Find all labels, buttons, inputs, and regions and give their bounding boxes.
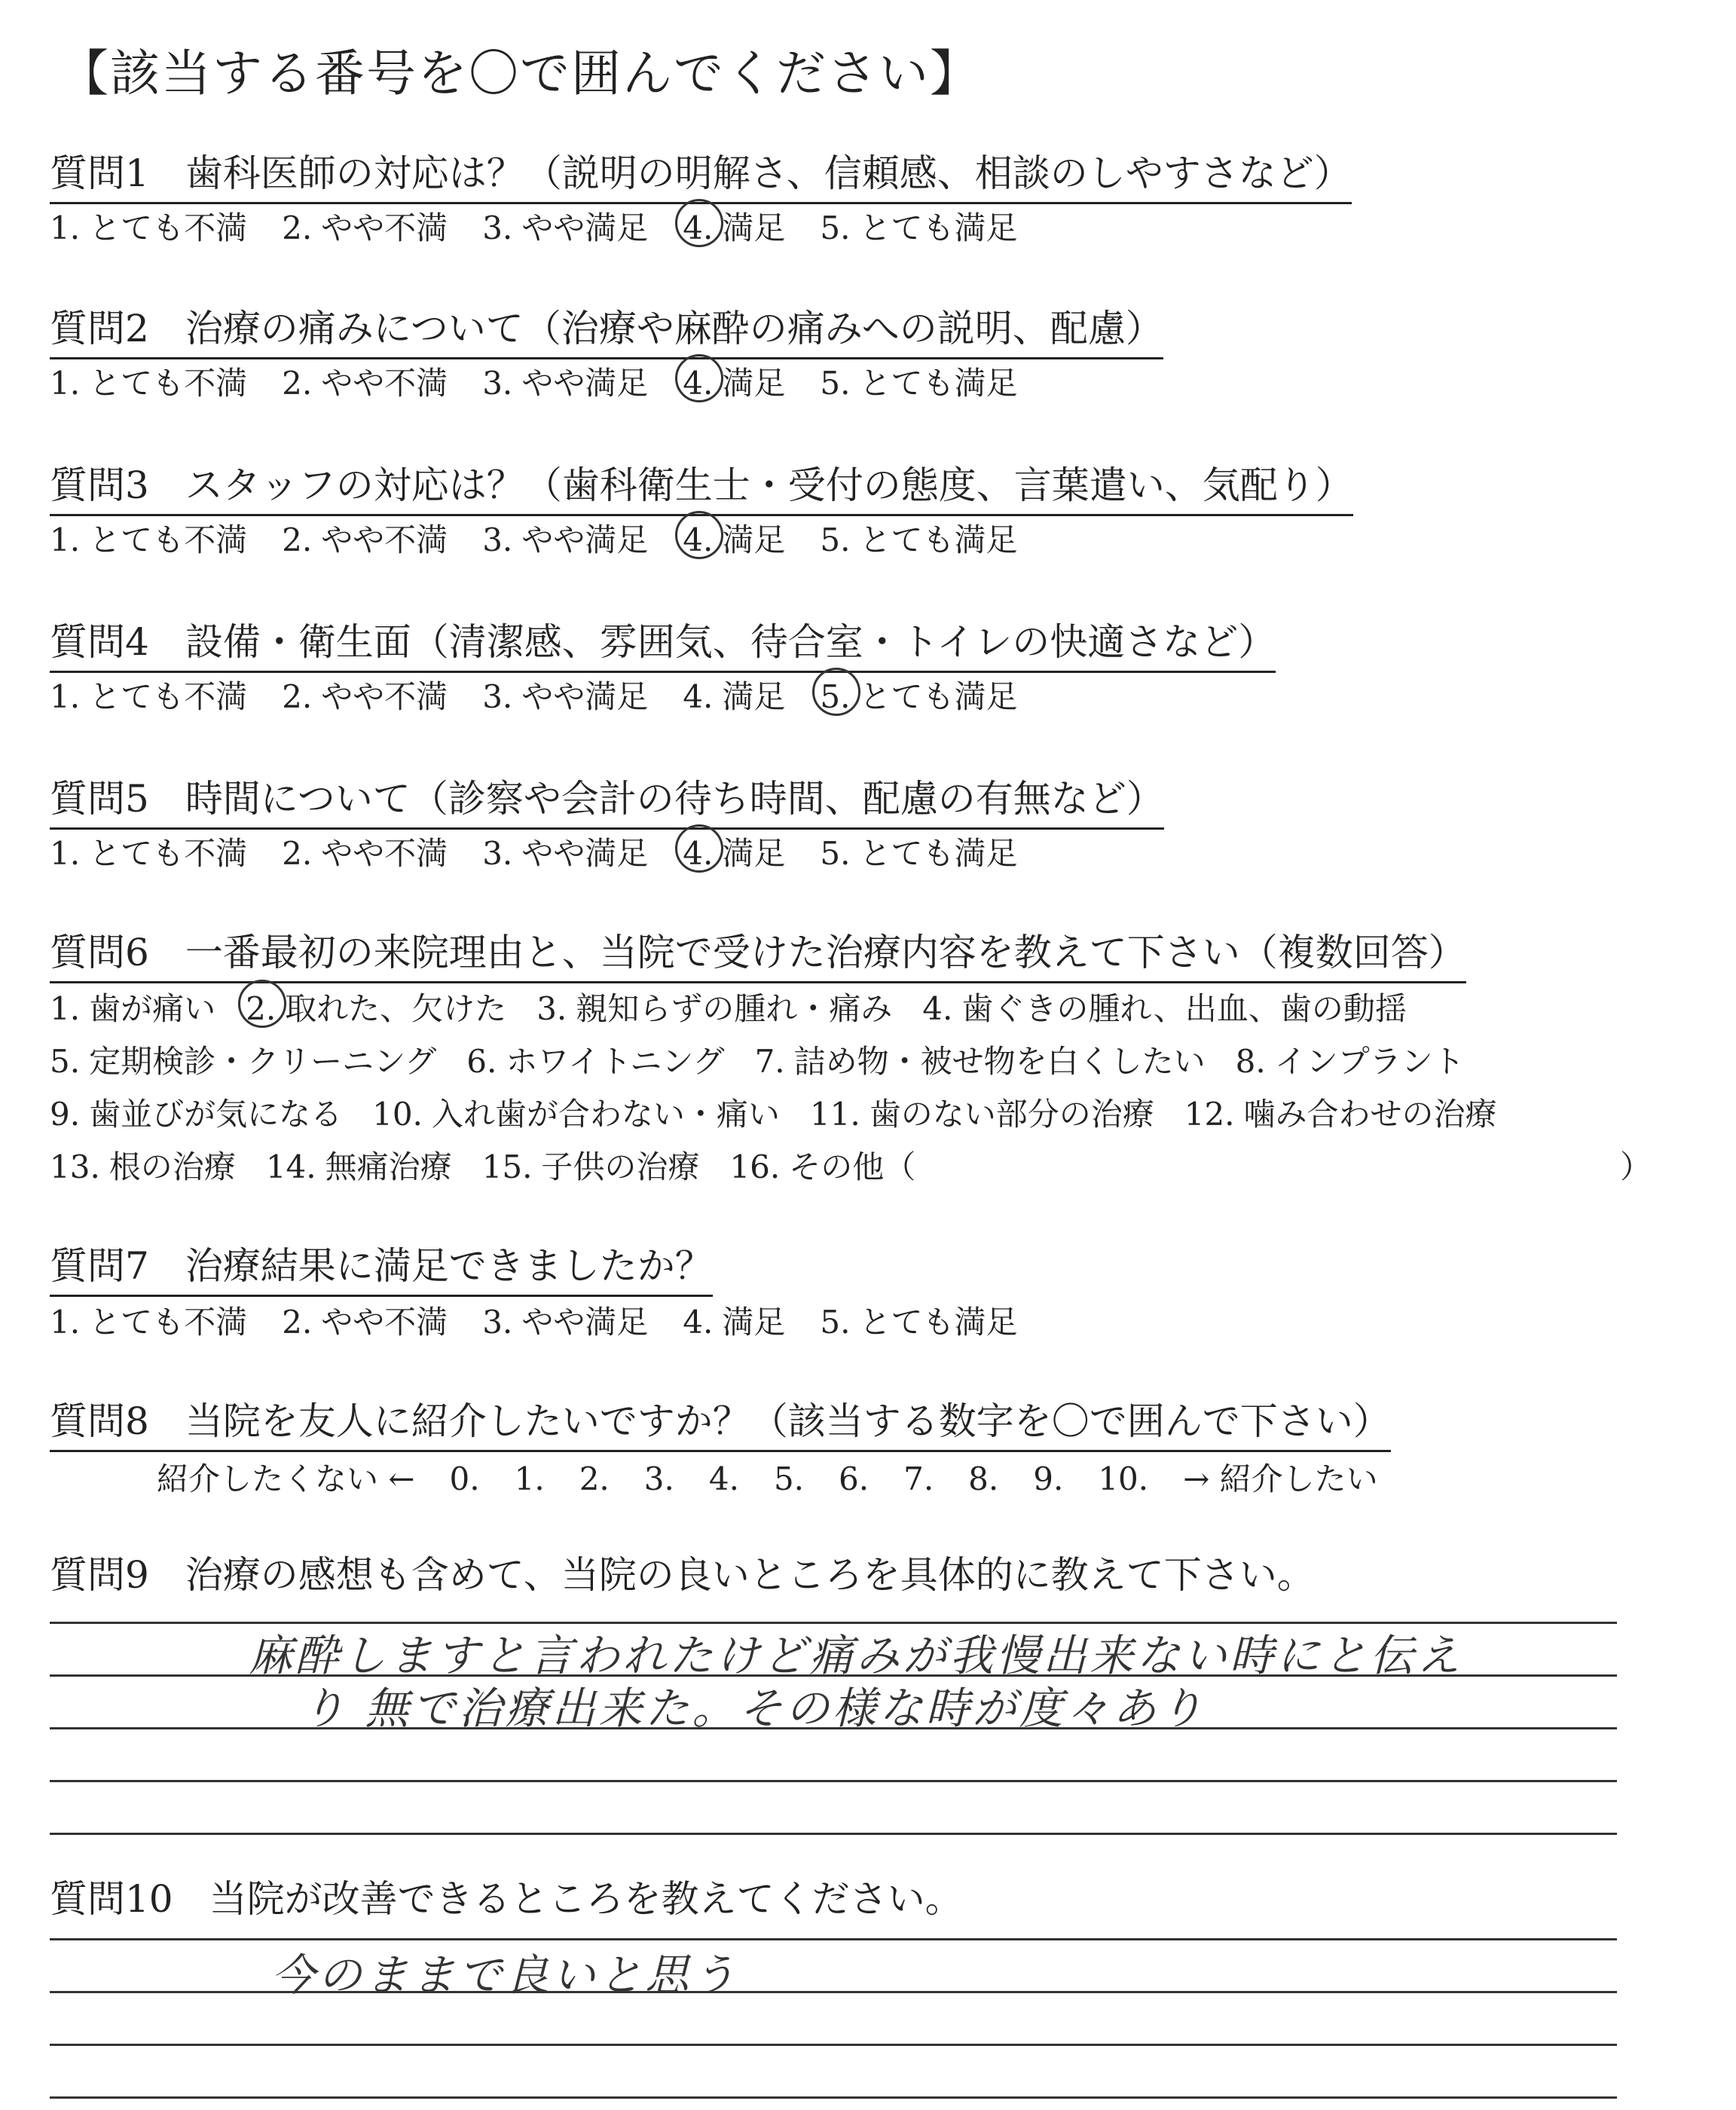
option[interactable] (50, 984, 215, 1029)
option-number: 3. (482, 365, 513, 402)
page-title: 【該当する番号を〇で囲んでください】 (59, 44, 981, 102)
option-label: やや不満 (321, 1304, 448, 1341)
scale-item[interactable]: 8. (968, 1460, 999, 1497)
option-label: 満足 (722, 835, 786, 872)
option[interactable] (466, 1037, 724, 1082)
option-label: 歯のない部分の治療 (869, 1096, 1154, 1133)
option[interactable] (820, 672, 1017, 717)
option[interactable] (820, 203, 1017, 249)
option-label: 子供の治療 (541, 1148, 700, 1185)
option-number: 8. (1235, 1043, 1266, 1080)
option-label: とても満足 (859, 835, 1018, 872)
option-label: 無痛治療 (325, 1148, 452, 1185)
scale-item[interactable]: 5. (773, 1460, 805, 1497)
option-label: 詰め物・被せ物を白くしたい (793, 1043, 1206, 1080)
option[interactable] (820, 1298, 1017, 1343)
option-label: 歯並びが気になる (89, 1096, 343, 1133)
option[interactable] (482, 1142, 700, 1188)
option-number: 2. (282, 521, 313, 558)
option[interactable] (810, 1090, 1154, 1135)
option-number: 4. (922, 990, 953, 1027)
option[interactable] (50, 1142, 236, 1188)
question-text: 一番最初の来院理由と、当院で受けた治療内容を教えて下さい（複数回答） (185, 931, 1466, 974)
question-5-options (50, 829, 1052, 874)
option-label: 満足 (722, 678, 786, 715)
question-2-options (50, 359, 1052, 404)
option-number: 4. (683, 209, 714, 246)
option-number: 3. (482, 1304, 513, 1341)
scale-item: 紹介したくない ← (157, 1460, 415, 1497)
question-6-options-row (50, 984, 1437, 1029)
question-10-heading (50, 1869, 963, 1928)
option-label: とても不満 (89, 678, 248, 715)
question-8-heading (50, 1391, 1391, 1452)
question-text: 治療の痛みについて（治療や麻酔の痛みへの説明、配慮） (185, 307, 1163, 350)
question-6-options-row (50, 1037, 1495, 1082)
scale-item: → 紹介したい (1183, 1460, 1378, 1497)
option-label: やや満足 (521, 835, 649, 872)
option[interactable] (820, 829, 1017, 874)
option[interactable] (50, 829, 247, 874)
question-2-heading (50, 298, 1163, 359)
question-text: 当院を友人に紹介したいですか？（該当する数字を〇で囲んで下さい） (185, 1399, 1391, 1443)
scale-item[interactable]: 6. (839, 1460, 870, 1497)
option-label: とても不満 (89, 1304, 248, 1341)
option[interactable] (683, 359, 785, 404)
option[interactable] (536, 984, 892, 1029)
question-4-options (50, 672, 1052, 717)
option[interactable] (683, 515, 785, 561)
option-number: 1. (50, 209, 81, 246)
option-label: やや不満 (321, 678, 448, 715)
option[interactable] (372, 1090, 780, 1135)
question-7-heading (50, 1236, 713, 1297)
option-number: 2. (282, 835, 313, 872)
scale-item[interactable]: 9. (1033, 1460, 1064, 1497)
scale-item[interactable]: 2. (579, 1460, 610, 1497)
answer-line (50, 1833, 1617, 1835)
option-number: 6. (466, 1043, 497, 1080)
option[interactable] (266, 1142, 452, 1188)
option-label: とても不満 (89, 209, 248, 246)
scale-item[interactable]: 7. (903, 1460, 934, 1497)
option[interactable] (820, 359, 1017, 404)
option-label: とても不満 (89, 835, 248, 872)
option-number: 2. (246, 990, 277, 1027)
option-label: その他（ (789, 1148, 916, 1185)
option-label: やや不満 (321, 835, 448, 872)
option-number: 4. (683, 521, 714, 558)
option-label: インプラント (1274, 1043, 1465, 1080)
option[interactable] (282, 829, 448, 874)
question-number: 質問3 (50, 463, 149, 507)
option-label: やや満足 (521, 209, 649, 246)
option-label: 満足 (722, 209, 786, 246)
option-label: 満足 (722, 365, 786, 402)
option[interactable] (282, 1298, 448, 1343)
option-label: 入れ歯が合わない・痛い (431, 1096, 780, 1133)
scale-item[interactable]: 3. (643, 1460, 674, 1497)
option-number: 7. (754, 1043, 785, 1080)
option[interactable] (50, 515, 247, 561)
option-number: 3. (536, 990, 567, 1027)
question-6-options-row (50, 1142, 946, 1188)
option-label: とても不満 (89, 365, 248, 402)
question-text: 当院が改善できるところを教えてください。 (209, 1877, 963, 1921)
question-number: 質問6 (50, 931, 149, 974)
option-number: 15. (481, 1148, 533, 1185)
option-number: 5. (820, 365, 851, 402)
option-number: 5. (820, 521, 851, 558)
question-5-heading (50, 769, 1164, 830)
option-number: 5. (820, 1304, 851, 1341)
option-number: 5. (820, 835, 851, 872)
option-number: 1. (50, 1304, 81, 1341)
option-number: 13. (50, 1148, 100, 1185)
question-number: 質問8 (50, 1399, 149, 1443)
question-number: 質問2 (50, 307, 149, 350)
scale-item[interactable]: 0. (449, 1460, 480, 1497)
option[interactable] (683, 672, 785, 717)
option-number: 3. (482, 209, 513, 246)
option-number: 10. (372, 1096, 423, 1133)
option[interactable] (755, 1037, 1206, 1082)
option[interactable] (482, 829, 648, 874)
handwritten-answer: り 無で治療出来た。その様な時が度々あり (301, 1683, 1206, 1734)
question-1-heading (50, 143, 1352, 204)
question-3-heading (50, 455, 1353, 516)
scale-item[interactable]: 10. (1098, 1460, 1149, 1497)
question-text: 治療の感想も含めて、当院の良いところを具体的に教えて下さい。 (185, 1553, 1315, 1597)
option-number: 2. (282, 209, 313, 246)
option-label: 満足 (722, 521, 786, 558)
option[interactable] (282, 515, 448, 561)
option-number: 1. (50, 521, 81, 558)
option[interactable] (1236, 1037, 1465, 1082)
question-number: 質問4 (50, 620, 149, 664)
option-number: 4. (683, 365, 714, 402)
question-8-scale (157, 1454, 1413, 1500)
option-number: 5. (820, 209, 851, 246)
question-6-heading (50, 922, 1466, 983)
option[interactable] (246, 984, 506, 1029)
option-label: 取れた、欠けた (285, 990, 507, 1027)
option[interactable] (50, 1037, 436, 1082)
question-6-options-row (50, 1090, 1527, 1135)
answer-line (50, 1780, 1617, 1782)
answer-line (50, 2044, 1617, 2046)
option-label: とても不満 (89, 521, 248, 558)
option[interactable] (282, 672, 448, 717)
answer-line (50, 2096, 1617, 2099)
option[interactable] (683, 203, 785, 249)
question-7-options (50, 1298, 1052, 1343)
option-number: 3. (482, 521, 513, 558)
option[interactable] (282, 203, 448, 249)
option-label: とても満足 (859, 365, 1018, 402)
other-close-paren: ） (1620, 1148, 1652, 1185)
option[interactable] (482, 203, 648, 249)
question-text: 設備・衛生面（清潔感、雰囲気、待合室・トイレの快適さなど） (185, 620, 1276, 664)
option[interactable] (482, 1298, 648, 1343)
option[interactable] (50, 1090, 342, 1135)
option-number: 3. (482, 678, 513, 715)
scale-item[interactable]: 4. (708, 1460, 739, 1497)
question-text: 治療結果に満足できましたか？ (185, 1244, 713, 1288)
option-label: 歯が痛い (89, 990, 216, 1027)
option-label: やや満足 (521, 521, 649, 558)
option-label: やや満足 (521, 678, 649, 715)
option-label: 根の治療 (108, 1148, 236, 1185)
scale-item[interactable]: 1. (514, 1460, 545, 1497)
option-number: 9. (50, 1096, 81, 1133)
option[interactable] (820, 515, 1017, 561)
question-number: 質問9 (50, 1553, 149, 1597)
option-number: 5. (50, 1043, 81, 1080)
option-label: 噛み合わせの治療 (1243, 1096, 1497, 1133)
option-label: 歯ぐきの腫れ、出血、歯の動揺 (961, 990, 1407, 1027)
option-number: 2. (282, 678, 313, 715)
option[interactable] (1184, 1090, 1497, 1135)
option-number: 11. (809, 1096, 860, 1133)
option[interactable] (683, 829, 785, 874)
question-4-heading (50, 612, 1276, 673)
question-1-options (50, 203, 1052, 249)
option-label: やや不満 (321, 521, 448, 558)
option[interactable] (482, 672, 648, 717)
option-number: 4. (683, 1304, 714, 1341)
option-label: とても満足 (859, 1304, 1018, 1341)
option-number: 16. (729, 1148, 781, 1185)
question-number: 質問1 (50, 151, 149, 195)
option[interactable] (50, 359, 247, 404)
option-number: 4. (683, 678, 714, 715)
option-label: ホワイトニング (506, 1043, 725, 1080)
option-label: とても満足 (859, 521, 1018, 558)
option-number: 14. (265, 1148, 316, 1185)
option[interactable] (50, 1298, 247, 1343)
option-label: とても満足 (859, 678, 1018, 715)
question-9-heading (50, 1545, 1315, 1604)
option-label: とても満足 (859, 209, 1018, 246)
question-text: スタッフの対応は？（歯科衛生士・受付の態度、言葉遣い、気配り） (185, 463, 1353, 507)
option[interactable] (482, 359, 648, 404)
option[interactable] (482, 515, 648, 561)
option-label: 親知らずの腫れ・痛み (576, 990, 893, 1027)
option-label: 満足 (722, 1304, 786, 1341)
handwritten-answer: 麻酔しますと言われたけど痛みが我慢出来ない時にと伝え (249, 1630, 1464, 1681)
option-number: 5. (820, 678, 851, 715)
option-number: 2. (282, 365, 313, 402)
option[interactable] (729, 1142, 915, 1188)
option-number: 3. (482, 835, 513, 872)
option[interactable] (282, 359, 448, 404)
option[interactable] (683, 1298, 785, 1343)
option-label: 定期検診・クリーニング (89, 1043, 437, 1080)
question-text: 歯科医師の対応は？（説明の明解さ、信頼感、相談のしやすさなど） (185, 151, 1352, 195)
option[interactable] (50, 672, 247, 717)
question-3-options (50, 515, 1052, 561)
option-label: やや満足 (521, 1304, 649, 1341)
option-number: 1. (50, 835, 81, 872)
option-label: やや満足 (521, 365, 649, 402)
option-number: 1. (50, 678, 81, 715)
option-label: やや不満 (321, 209, 448, 246)
option[interactable] (922, 984, 1407, 1029)
question-number: 質問10 (50, 1877, 173, 1921)
option-number: 1. (50, 990, 81, 1027)
question-number: 質問5 (50, 777, 149, 821)
question-text: 時間について（診察や会計の待ち時間、配慮の有無など） (185, 777, 1164, 821)
option-number: 4. (683, 835, 714, 872)
option-number: 1. (50, 365, 81, 402)
option-number: 12. (1184, 1096, 1235, 1133)
option-number: 2. (282, 1304, 313, 1341)
option[interactable] (50, 203, 247, 249)
question-number: 質問7 (50, 1244, 149, 1288)
option-label: やや不満 (321, 365, 448, 402)
handwritten-answer: 今のままで良いと思う (271, 1949, 739, 2001)
